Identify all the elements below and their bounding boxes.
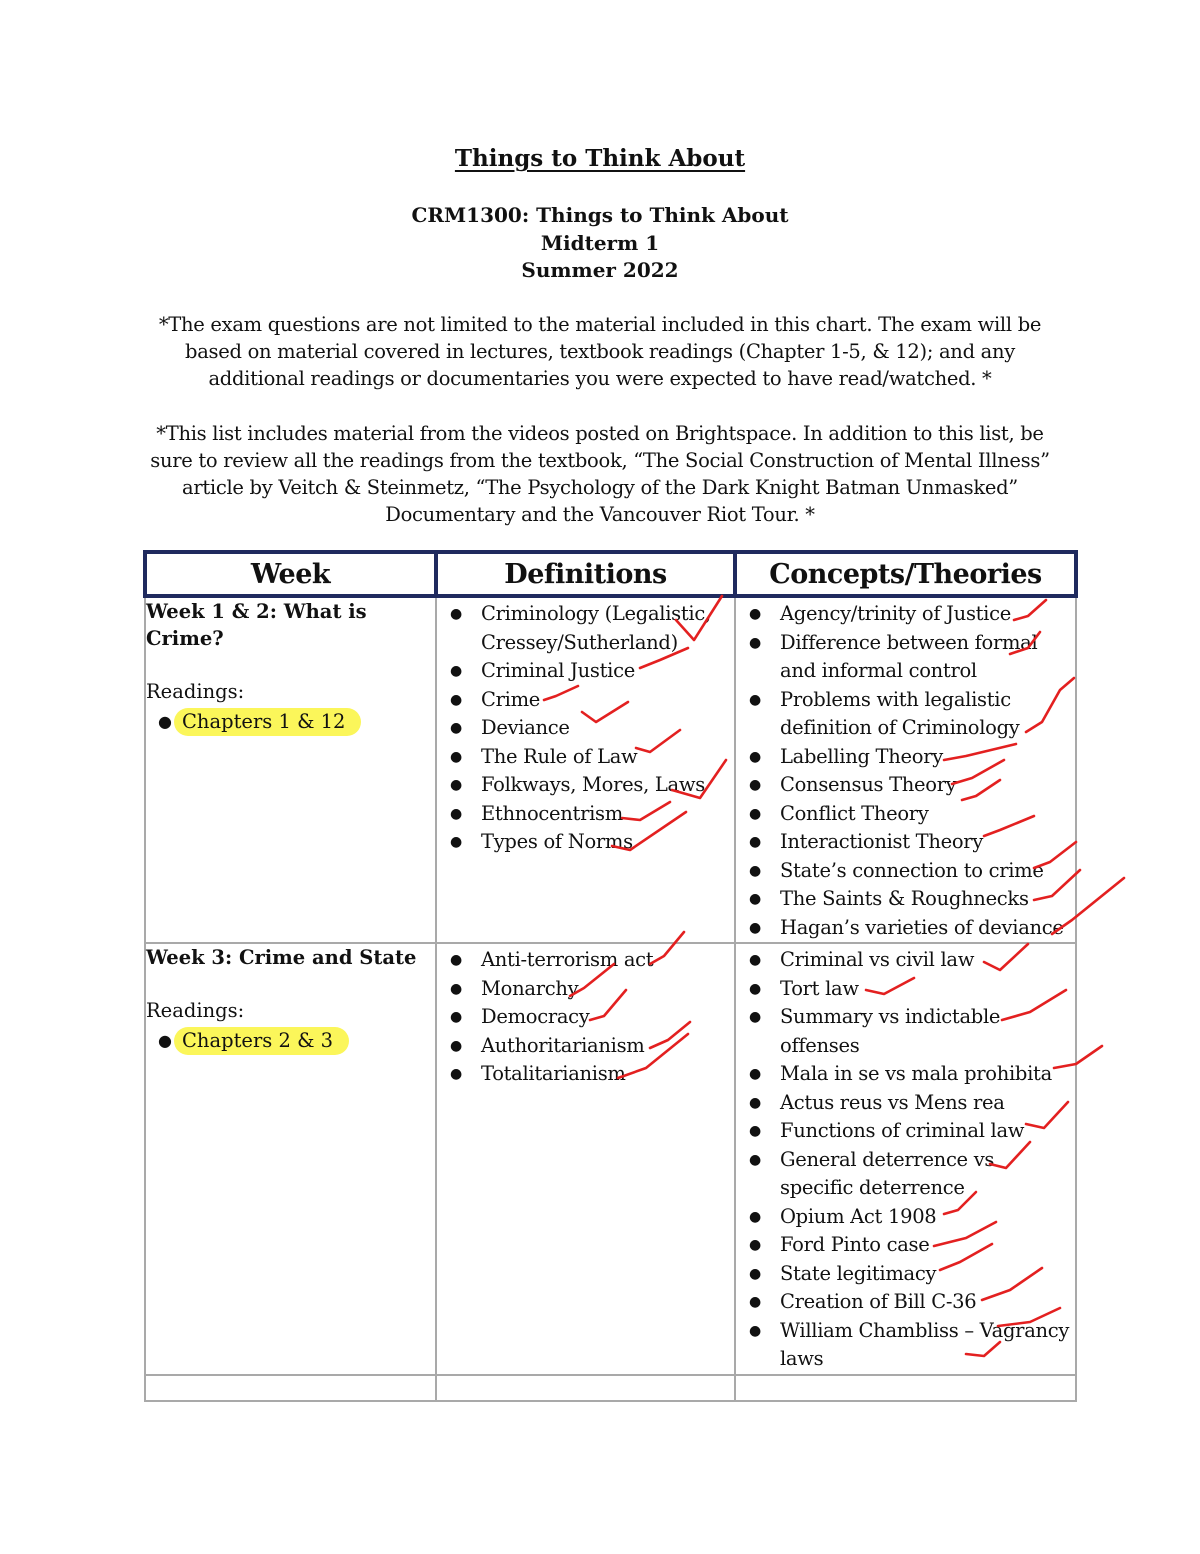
list-item <box>736 1146 1075 1203</box>
list-item-label: Anti-terrorism act <box>481 948 654 971</box>
list-item <box>437 1003 734 1032</box>
list-item-label: Summary vs indictable offenses <box>780 1005 1001 1057</box>
definitions-list <box>437 598 734 857</box>
definitions-list <box>437 944 734 1089</box>
list-item <box>437 1032 734 1061</box>
bullet: ● <box>749 952 761 968</box>
bullet: ● <box>749 891 761 907</box>
bullet: ● <box>450 777 462 793</box>
bullet: ● <box>450 1009 462 1025</box>
bullet: ● <box>450 834 462 850</box>
readings-item <box>146 1027 435 1054</box>
bullet: ● <box>749 1151 761 1168</box>
list-item <box>736 857 1075 886</box>
bullet: ● <box>749 691 761 708</box>
bullet: ● <box>749 862 761 879</box>
list-item <box>736 1060 1075 1089</box>
empty-cell <box>145 1375 436 1401</box>
list-item <box>736 1117 1075 1146</box>
header-week: Week <box>145 552 436 596</box>
list-item <box>437 600 734 657</box>
list-item-label: Actus reus vs Mens rea <box>780 1090 1005 1114</box>
exam-term: Summer 2022 <box>521 258 679 282</box>
document-title: Things to Think About <box>454 145 746 172</box>
list-item <box>736 828 1075 857</box>
list-item-label: Ford Pinto case <box>780 1233 930 1256</box>
list-item-label: Criminal Justice <box>481 659 635 682</box>
list-item <box>736 629 1075 686</box>
bullet: ● <box>749 1322 761 1339</box>
list-item-label: Creation of Bill C-36 <box>780 1290 977 1313</box>
note-line: sure to review all the readings from the textbook, “The Social Construction of Mental Illness” <box>150 449 1050 472</box>
chart-header-row <box>145 552 1076 596</box>
course-title: CRM1300: Things to Think About <box>411 203 789 227</box>
chart-row-week-1-2 <box>145 596 1076 943</box>
list-item-label: Interactionist Theory <box>780 830 984 853</box>
list-item <box>736 1231 1075 1260</box>
note-line: additional readings or documentaries you were expected to have read/watched. * <box>208 367 992 390</box>
bullet: ● <box>749 919 761 936</box>
list-item-label: The Saints & Roughnecks <box>780 887 1029 910</box>
list-item <box>736 975 1075 1004</box>
note-line: based on material covered in lectures, textbook readings (Chapter 1-5, & 12); and any <box>185 340 1015 363</box>
list-item-label: William Chambliss – Vagrancy laws <box>780 1318 1070 1370</box>
concepts-list <box>736 944 1075 1374</box>
list-item-label: Agency/trinity of Justice <box>780 602 1011 625</box>
list-item <box>736 800 1075 829</box>
chart-row-empty <box>145 1375 1076 1401</box>
list-item <box>736 885 1075 914</box>
list-item <box>736 1288 1075 1317</box>
list-item-label: The Rule of Law <box>481 744 638 768</box>
list-item <box>437 800 734 829</box>
list-item <box>736 914 1075 943</box>
list-item <box>736 600 1075 629</box>
bullet: ● <box>749 606 761 622</box>
bullet: ● <box>749 1294 761 1310</box>
list-item-label: Consensus Theory <box>780 773 957 796</box>
empty-cell <box>735 1375 1076 1401</box>
list-item <box>437 975 734 1004</box>
list-item-label: Labelling Theory <box>780 744 943 768</box>
highlighted-readings: Chapters 2 & 3 <box>174 1027 349 1055</box>
bullet: ● <box>749 980 761 997</box>
bullet: ● <box>450 720 462 736</box>
concepts-list <box>736 598 1075 942</box>
list-item-label: Opium Act 1908 <box>780 1204 937 1228</box>
bullet: ● <box>749 1237 761 1253</box>
bullet: ● <box>749 1265 761 1282</box>
header-definitions: Definitions <box>436 552 735 596</box>
list-item-label: General deterrence vs specific deterrence <box>780 1147 995 1199</box>
list-item-label: Totalitarianism <box>481 1062 626 1085</box>
concepts-cell <box>735 596 1076 943</box>
list-item <box>437 1060 734 1089</box>
bullet: ● <box>450 663 462 679</box>
bullet: ● <box>749 1009 761 1025</box>
bullet: ● <box>450 805 462 822</box>
readings-item <box>146 708 435 735</box>
list-item-label: Authoritarianism <box>481 1033 645 1057</box>
bullet: ● <box>749 834 761 850</box>
readings-label: Readings: <box>146 999 245 1022</box>
bullet: ● <box>749 777 761 793</box>
bullet: ● <box>749 1094 761 1111</box>
list-item-label: Criminology (Legalistic, Cressey/Sutherland) <box>481 602 711 654</box>
list-item <box>437 828 734 857</box>
bullet: ● <box>749 748 761 765</box>
bullet: ● <box>450 980 462 997</box>
list-item-label: Criminal vs civil law <box>780 948 975 971</box>
list-item <box>437 714 734 743</box>
bullet: ● <box>450 748 462 765</box>
list-item <box>736 946 1075 975</box>
list-item-label: Functions of criminal law <box>780 1119 1025 1142</box>
list-item <box>736 1260 1075 1289</box>
list-item <box>736 771 1075 800</box>
note-exam-scope <box>130 311 1070 392</box>
list-item-label: Conflict Theory <box>780 801 929 825</box>
note-line: Documentary and the Vancouver Riot Tour. * <box>385 503 815 526</box>
highlighted-readings: Chapters 1 & 12 <box>174 708 361 736</box>
week-title: Week 1 & 2: What is Crime? <box>146 600 367 650</box>
list-item <box>736 686 1075 743</box>
bullet: ● <box>450 1037 462 1054</box>
list-item-label: Difference between formal and informal control <box>780 630 1038 682</box>
list-item-label: Crime <box>481 687 541 711</box>
bullet: ● <box>158 1031 172 1050</box>
list-item <box>736 1203 1075 1232</box>
list-item-label: Problems with legalistic definition of Criminology <box>780 687 1020 739</box>
list-item-label: Democracy <box>481 1005 590 1028</box>
list-item <box>437 771 734 800</box>
bullet: ● <box>450 1066 462 1082</box>
note-line: article by Veitch & Steinmetz, “The Psychology of the Dark Knight Batman Unmasked” <box>182 476 1018 499</box>
list-item-label: State’s connection to crime <box>780 858 1044 882</box>
empty-cell <box>436 1375 735 1401</box>
list-item <box>736 1089 1075 1118</box>
exam-name: Midterm 1 <box>540 231 660 255</box>
list-item <box>437 946 734 975</box>
bullet: ● <box>450 691 462 708</box>
note-review-materials <box>130 420 1070 528</box>
list-item <box>736 743 1075 772</box>
bullet: ● <box>450 606 462 622</box>
definitions-cell <box>436 943 735 1375</box>
list-item-label: Monarchy <box>481 976 579 1000</box>
list-item <box>736 1003 1075 1060</box>
chart-row-week-3 <box>145 943 1076 1375</box>
bullet: ● <box>450 952 462 968</box>
concepts-cell <box>735 943 1076 1375</box>
bullet: ● <box>749 1123 761 1139</box>
list-item-label: Hagan’s varieties of deviance <box>780 915 1064 939</box>
list-item-label: Types of Norms <box>481 830 633 853</box>
bullet: ● <box>749 1208 761 1225</box>
list-item-label: Tort law <box>780 976 859 1000</box>
bullet: ● <box>749 634 761 651</box>
readings-label: Readings: <box>146 680 245 703</box>
list-item-label: Folkways, Mores, Laws <box>481 773 705 796</box>
list-item-label: Deviance <box>481 716 570 739</box>
list-item <box>437 743 734 772</box>
bullet: ● <box>749 1066 761 1082</box>
list-item-label: Ethnocentrism <box>481 801 623 825</box>
header-concepts: Concepts/Theories <box>735 552 1076 596</box>
list-item-label: Mala in se vs mala prohibita <box>780 1062 1052 1085</box>
list-item <box>736 1317 1075 1374</box>
bullet: ● <box>158 712 172 731</box>
note-line: *The exam questions are not limited to the material included in this chart. The exam will be <box>158 313 1042 336</box>
list-item <box>437 657 734 686</box>
week-title: Week 3: Crime and State <box>146 946 417 969</box>
note-line: *This list includes material from the videos posted on Brightspace. In addition to this list, be <box>156 422 1044 445</box>
week-cell <box>145 943 436 1375</box>
list-item <box>437 686 734 715</box>
bullet: ● <box>749 805 761 822</box>
study-chart <box>143 550 1078 1402</box>
list-item-label: State legitimacy <box>780 1261 937 1285</box>
definitions-cell <box>436 596 735 943</box>
week-cell <box>145 596 436 943</box>
